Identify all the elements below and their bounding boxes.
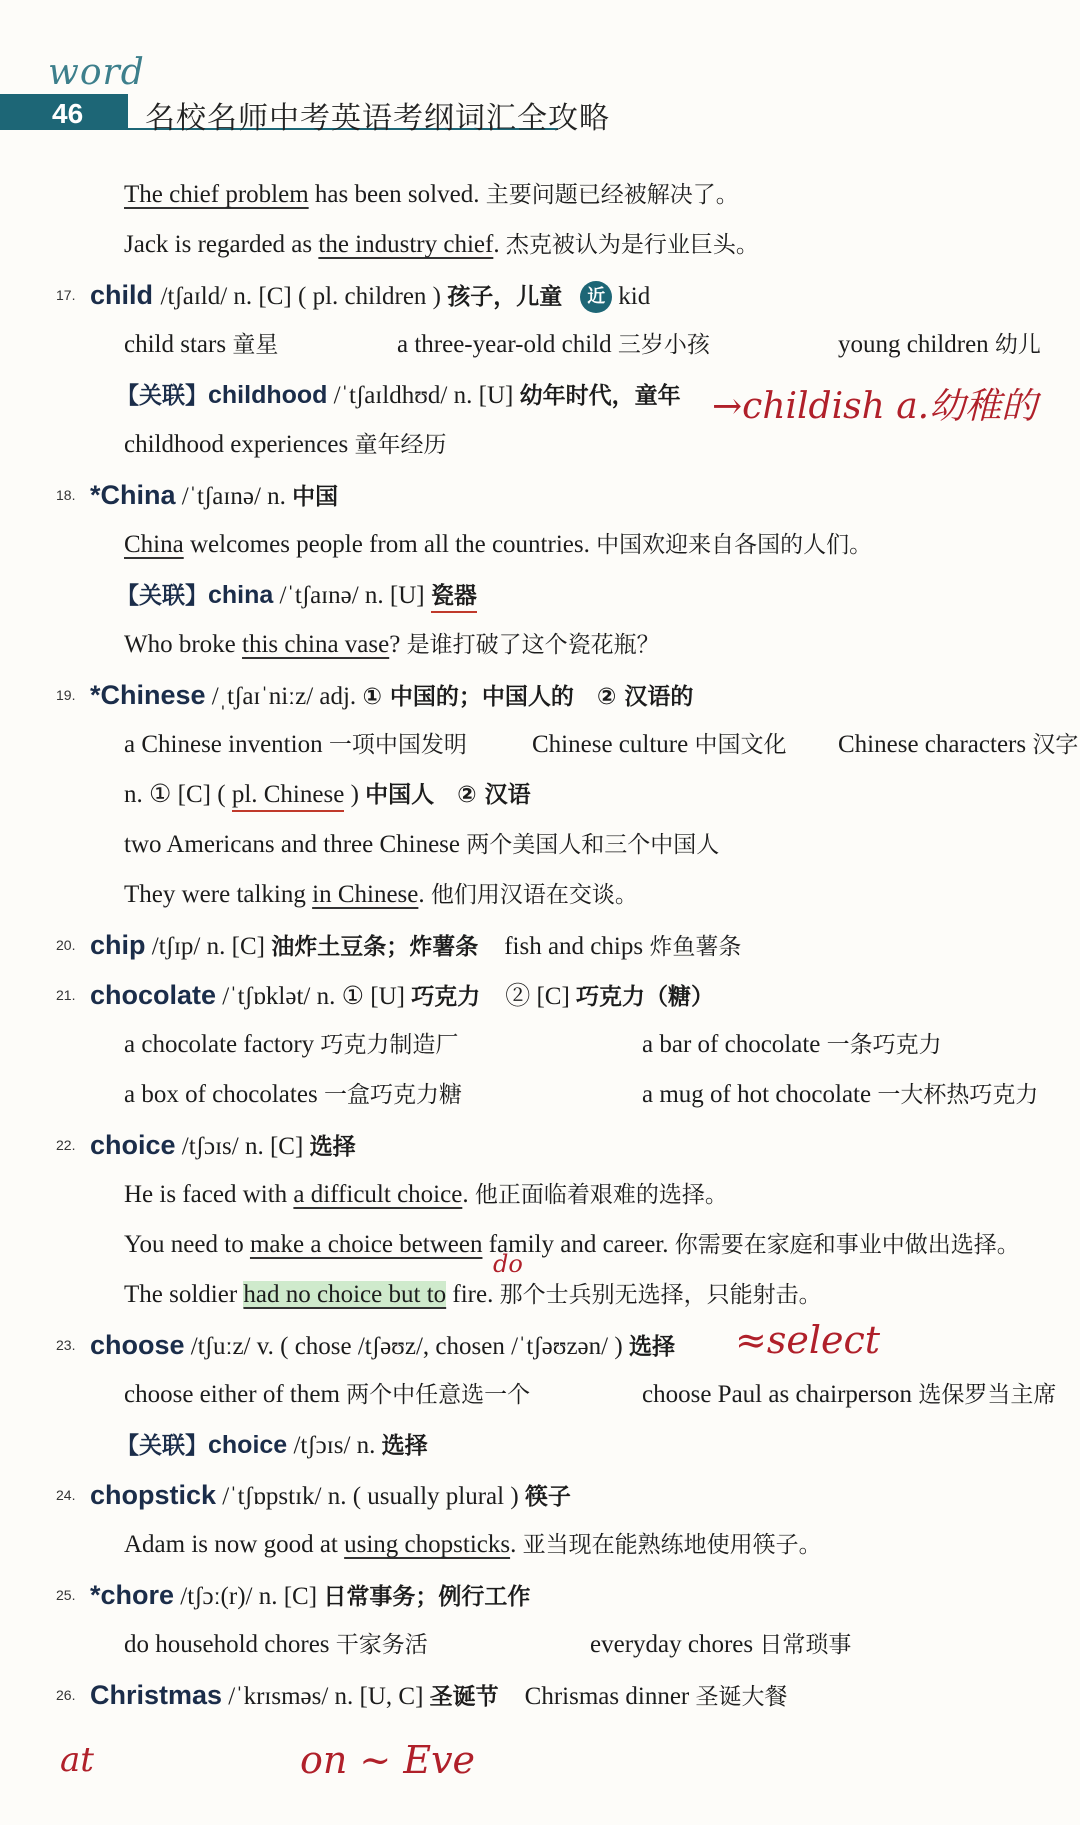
plural-form: pl. Chinese [232,781,345,812]
headword [90,670,693,720]
phrase-row [0,1620,1080,1670]
definition-translation: ① 中国的；中国人的 ② 汉语的 [362,684,694,710]
phrase-translation: 中国文化 [694,732,787,758]
related-tag: 【关联】 [116,1433,208,1459]
related-tag: 【关联】 [116,583,208,609]
phrase-translation: 幼儿 [994,332,1041,358]
example-line [0,820,1080,870]
definition-translation: 瓷器 [431,583,477,613]
phrase: Chinese characters [838,731,1033,758]
phrase: a bar of chocolate [642,1031,827,1058]
headword-text: chopstick [90,1480,217,1510]
example-line [0,870,1080,920]
headword-text: choose [90,1330,185,1360]
definition-translation: 巧克力（糖） [576,984,715,1010]
phrase: a chocolate factory [124,1031,321,1058]
example-phrase: this china vase [242,631,390,658]
example-line [0,1270,1080,1320]
entry-number: 17. [56,287,76,303]
entry-child [0,270,1080,320]
phrase: a box of chocolates [124,1081,324,1108]
entry-chore [0,1570,1080,1620]
example-phrase: using chopsticks [344,1531,511,1558]
entry-number: 18. [56,487,76,503]
example-phrase: China [124,531,184,558]
handwritten-note-childish: →childish a.幼稚的 [712,386,1038,427]
related-word: china [208,581,274,609]
entry-chip [0,920,1080,970]
headword [90,1120,356,1170]
definition-translation: 中国人 ② 汉语 [365,782,531,808]
related-line [0,570,1080,620]
example-translation: 杰克被认为是行业巨头。 [505,232,759,258]
phrase: choose either of them [124,1381,347,1408]
entry-choose [0,1320,1080,1370]
sense-line [0,770,1080,820]
headword [90,920,741,970]
example-translation: 他们用汉语在交谈。 [430,882,638,908]
headword-text: chip [90,930,146,960]
example-translation: 那个士兵别无选择，只能射击。 [499,1282,822,1308]
example-phrase: the industry chief [318,231,494,258]
handwritten-note-select: ≈select [735,1318,881,1362]
example-text: has been solved. [308,181,486,208]
phrase: Chinese culture [532,731,695,758]
related-line [0,1420,1080,1470]
phrase: childhood experiences [124,431,355,458]
entry-number: 25. [56,1587,76,1603]
phrase-translation: 日常琐事 [759,1632,852,1658]
phrase: a Chinese invention [124,731,329,758]
example-translation: 中国欢迎来自各国的人们。 [596,532,873,558]
example-text: Who broke [124,631,243,658]
definition: /ˈtʃɒklət/ n. ① [U] [216,983,412,1010]
example-translation: 他正面临着艰难的选择。 [474,1182,728,1208]
example-phrase: a difficult choice [293,1181,463,1208]
definition-translation: 幼年时代，童年 [519,383,681,409]
phrase-translation: 巧克力制造厂 [320,1032,459,1058]
entry-number: 21. [56,987,76,1003]
example-text: fire. [446,1281,500,1308]
phrase: everyday chores [590,1631,760,1658]
definition: /tʃɔɪs/ n. [287,1432,382,1459]
definition-translation: 日常事务；例行工作 [323,1584,531,1610]
example-phrase: make a choice between [249,1231,483,1258]
example-text: He is faced with [124,1181,294,1208]
phrase: two Americans and three Chinese [124,831,467,858]
example-line [0,170,1080,220]
example-line [0,520,1080,570]
headword [90,270,650,320]
definition-translation: 筷子 [524,1484,571,1510]
headword [90,1470,571,1520]
example-line [0,220,1080,270]
definition: /tʃɔɪs/ n. [C] [175,1133,310,1160]
headword-text: *Chinese [90,680,206,710]
phrase-translation: 干家务活 [335,1632,428,1658]
definition: /tʃuːz/ v. ( chose /tʃəʊz/, chosen /ˈtʃəʊzən/ ) [184,1333,629,1360]
phrase: choose Paul as chairperson [642,1381,919,1408]
example-line [0,620,1080,670]
phrase: fish and chips [504,933,650,960]
definition-translation: 圣诞节 [429,1684,499,1710]
example-line [0,1520,1080,1570]
page-header [0,0,1080,150]
synonym-word: kid [618,283,651,310]
definition: /tʃaɪld/ n. [C] ( pl. children ) [160,283,448,310]
book-title: 名校名师中考英语考纲词汇全攻略 [145,101,610,136]
phrase-translation: 童星 [232,332,279,358]
definition: ② [C] [480,983,577,1010]
phrase-translation: 选保罗当主席 [918,1382,1057,1408]
entry-number: 24. [56,1487,76,1503]
definition: ) [344,781,366,808]
related-word: choice [208,1431,288,1459]
entry-chopstick [0,1470,1080,1520]
example-text: . [462,1181,475,1208]
phrase-translation: 一项中国发明 [328,732,467,758]
phrase-row [0,720,1080,770]
example-phrase: in Chinese [312,881,419,908]
phrase-translation: 一盒巧克力糖 [323,1082,462,1108]
definition-translation: 选择 [381,1433,428,1459]
example-text: ? [389,631,407,658]
example-text: welcomes people from all the countries. [183,531,597,558]
phrase: young children [838,331,995,358]
headword-text: child [90,280,154,310]
example-translation: 是谁打破了这个瓷花瓶？ [406,632,660,658]
headword-text: chocolate [90,980,217,1010]
entry-christmas [0,1670,1080,1720]
entry-number: 19. [56,687,76,703]
example-line [0,1170,1080,1220]
related-word: childhood [208,381,328,409]
synonym-icon: 近 [580,281,612,313]
entry-chocolate [0,970,1080,1020]
headword [90,970,714,1020]
phrase: child stars [124,331,233,358]
definition: /ˈtʃɒpstɪk/ n. ( usually plural ) [216,1483,525,1510]
entry-number: 26. [56,1687,76,1703]
definition: /ˈkrɪsməs/ n. [U, C] [222,1683,430,1710]
entry-china [0,470,1080,520]
phrase-translation: 两个美国人和三个中国人 [466,832,720,858]
entry-number: 20. [56,937,76,953]
phrase-translation: 童年经历 [354,432,447,458]
entry-number: 22. [56,1137,76,1153]
example-text: . [493,231,506,258]
headword [90,1320,675,1370]
definition: /ˈtʃaɪnə/ n. [175,483,293,510]
example-translation: 亚当现在能熟练地使用筷子。 [522,1532,822,1558]
handwritten-note-on-eve: on ~ Eve [300,1738,476,1782]
definition: /ˈtʃaɪnə/ n. [U] [273,582,431,609]
page-number: 46 [52,98,84,129]
handwritten-note-at: at [60,1740,94,1780]
headword-text: *chore [90,1580,175,1610]
phrase-translation: 炸鱼薯条 [649,934,742,960]
definition: /tʃɔː(r)/ n. [C] [174,1583,324,1610]
headword [90,470,338,520]
example-translation: 你需要在家庭和事业中做出选择。 [674,1232,1020,1258]
phrase-translation: 圣诞大餐 [695,1684,788,1710]
phrase: a mug of hot chocolate [642,1081,878,1108]
example-text: You need to [124,1231,250,1258]
example-text: The soldier [124,1281,244,1308]
phrase-translation: 一大杯热巧克力 [877,1082,1039,1108]
example-text: Jack is regarded as [124,231,319,258]
phrase: a three-year-old child [397,331,618,358]
phrase-translation: 汉字 [1032,732,1079,758]
definition-translation: 中国 [292,484,339,510]
example-translation: 主要问题已经被解决了。 [485,182,739,208]
entry-number: 23. [56,1337,76,1353]
definition-translation: 选择 [309,1134,356,1160]
definition-translation: 孩子，儿童 [447,284,563,310]
example-text: . [418,881,431,908]
example-text: Adam is now good at [124,1531,345,1558]
headword-text: *China [90,480,176,510]
phrase-translation: 三岁小孩 [617,332,710,358]
related-tag: 【关联】 [116,383,208,409]
example-text: . [510,1531,523,1558]
phrase: do household chores [124,1631,336,1658]
definition: n. ① [C] ( [124,781,232,808]
handwritten-note-do: do [493,1250,523,1278]
phrase-row [0,320,1080,370]
phrase-translation: 一条巧克力 [826,1032,942,1058]
headword-text: Christmas [90,1680,223,1710]
definition-translation: 油炸土豆条；炸薯条 [271,934,479,960]
phrase: Chrismas dinner [524,1683,696,1710]
entry-chinese [0,670,1080,720]
example-text: They were talking [124,881,313,908]
phrase-row [0,1070,1080,1120]
phrase-row [0,1020,1080,1070]
phrase-translation: 两个中任意选一个 [346,1382,531,1408]
example-line [0,1220,1080,1270]
phrase-row [0,1370,1080,1420]
example-text: family and career. [482,1231,675,1258]
definition: /tʃɪp/ n. [C] [145,933,272,960]
word-logo: word [48,52,145,93]
definition-translation: 巧克力 [411,984,481,1010]
definition: /ˌtʃaɪˈniːz/ adj. [205,683,363,710]
definition: /ˈtʃaɪldhʊd/ n. [U] [327,382,520,409]
definition-translation: 选择 [628,1334,675,1360]
headword [90,1670,788,1720]
example-phrase: The chief problem [124,181,309,208]
example-phrase-highlighted: had no choice but to [243,1281,447,1308]
headword-text: choice [90,1130,176,1160]
entry-choice [0,1120,1080,1170]
headword [90,1570,530,1620]
